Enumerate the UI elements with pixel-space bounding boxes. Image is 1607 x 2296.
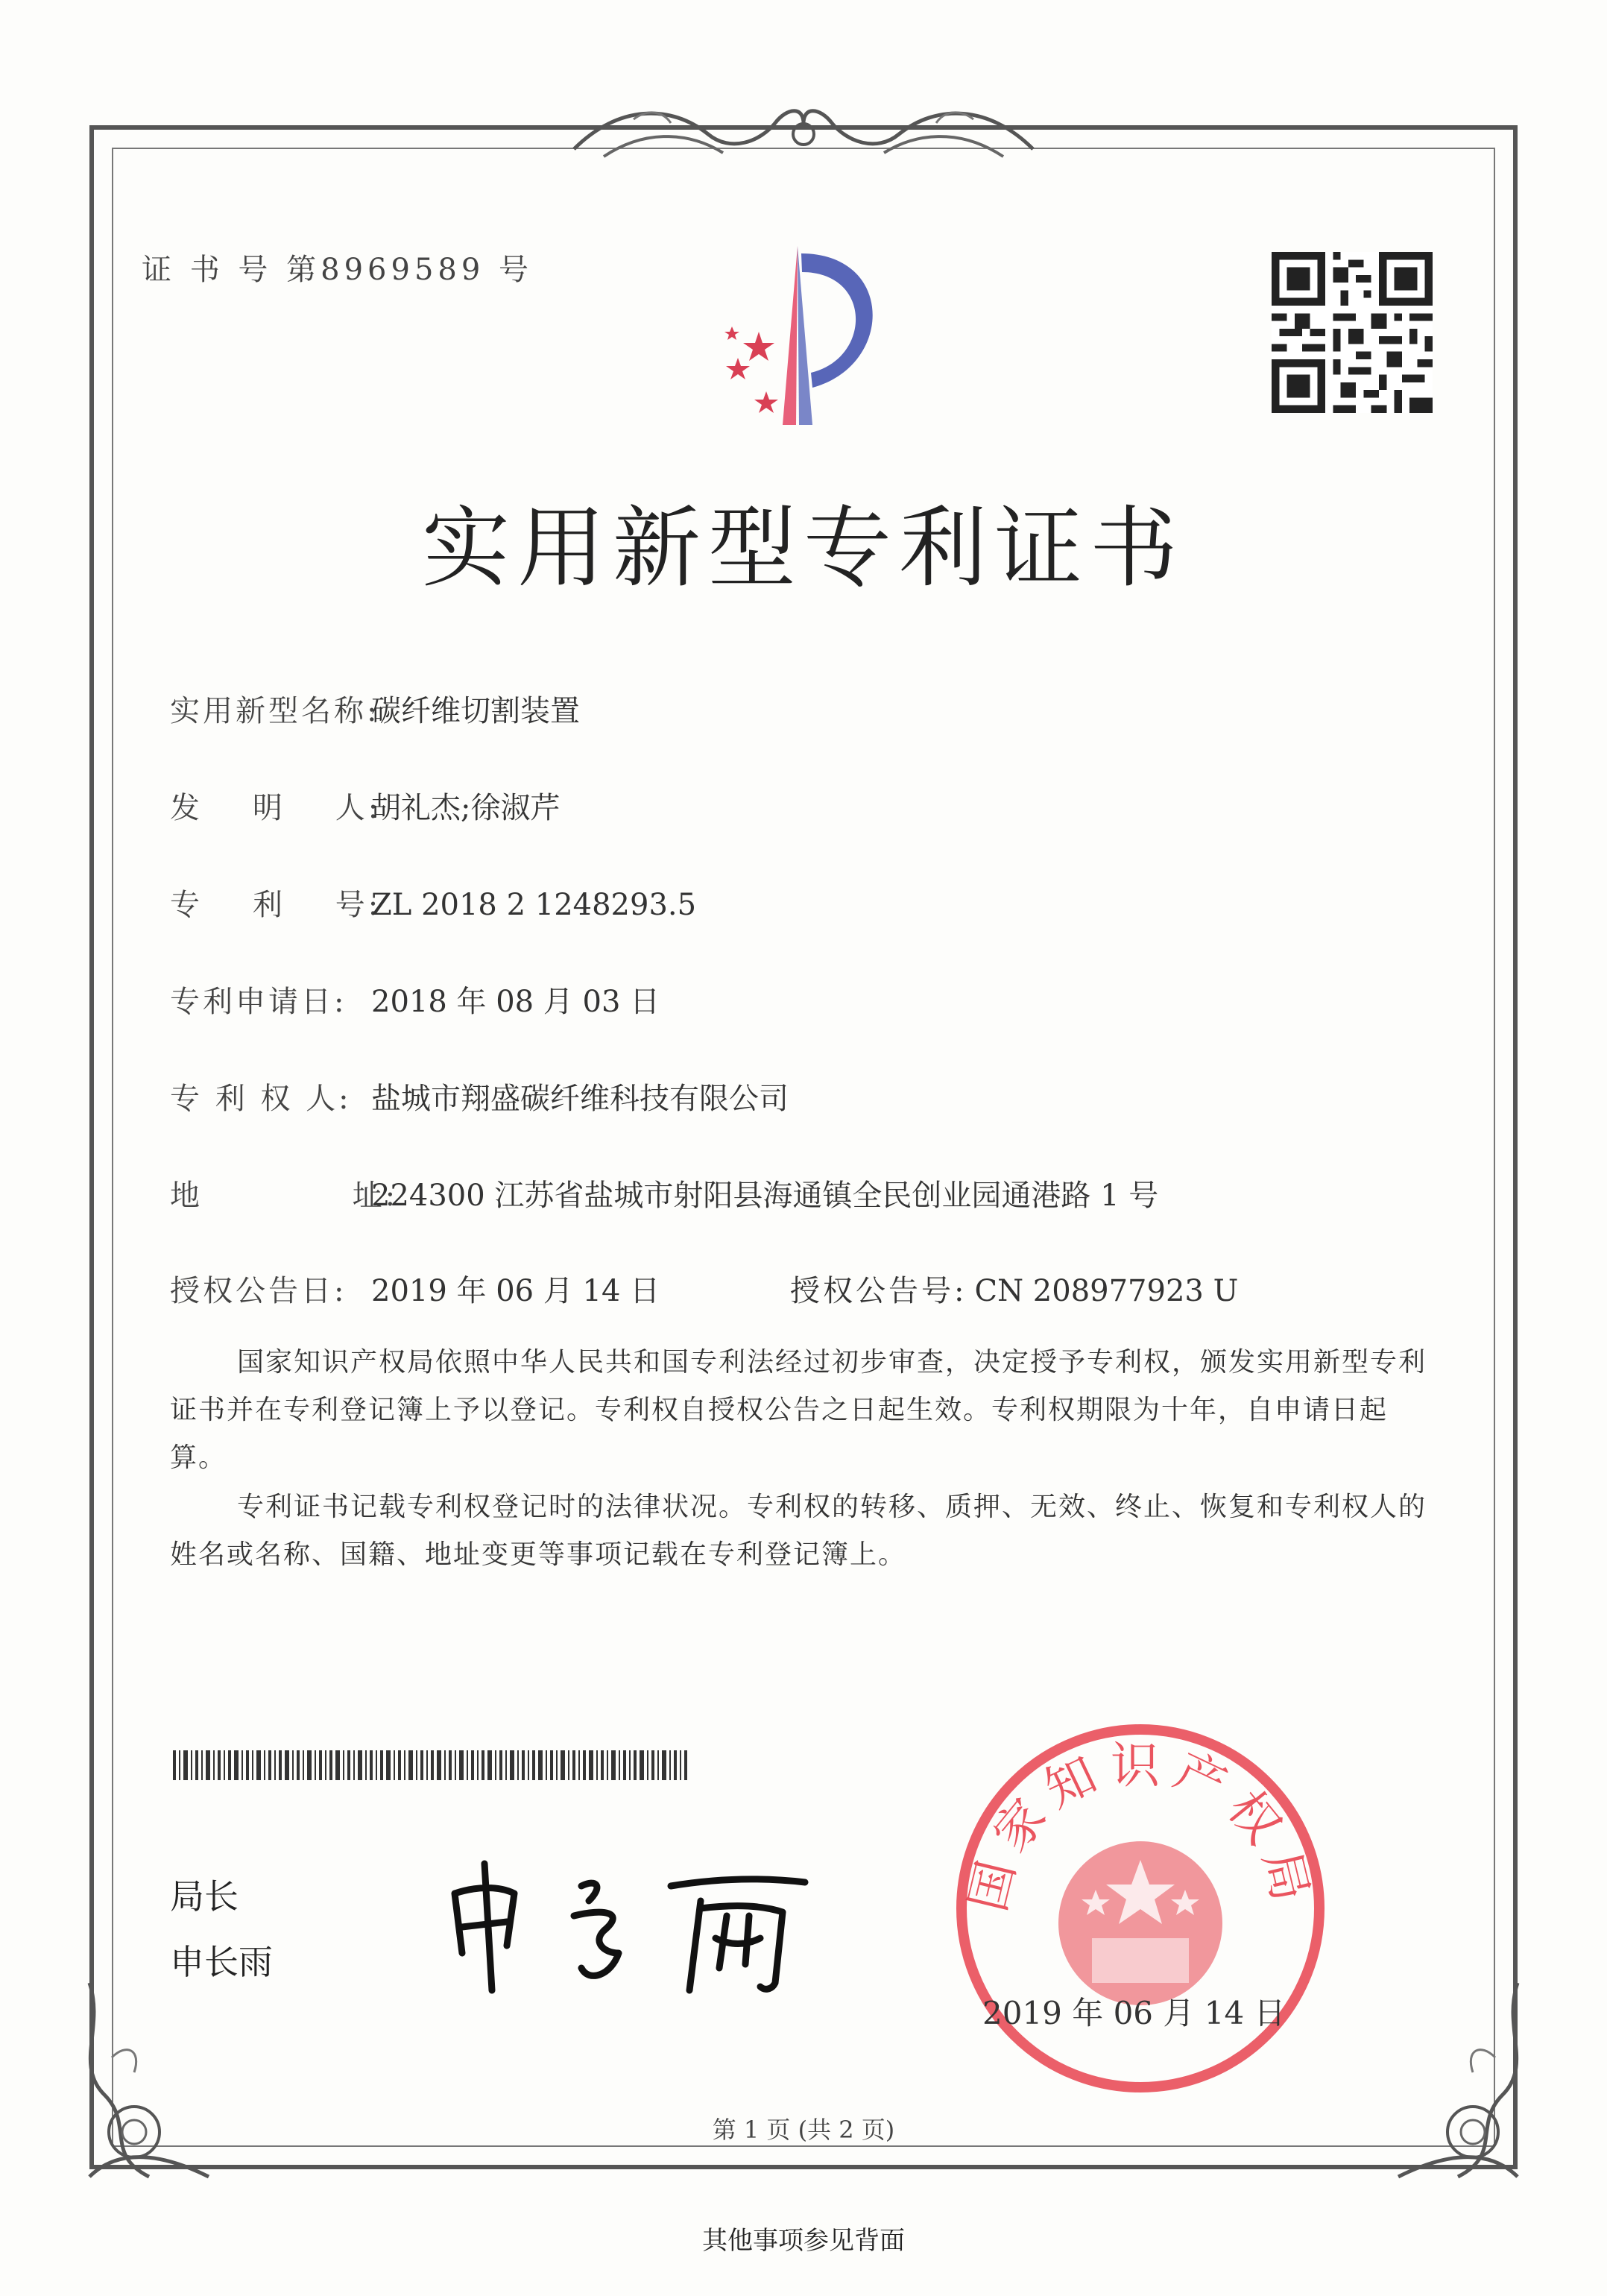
field-label: 专利申请日: bbox=[170, 985, 347, 1019]
bottom-right-ornament bbox=[1368, 1968, 1547, 2192]
seal-date: 2019 年 06 月 14 日 bbox=[982, 1995, 1286, 2031]
director-name: 申长雨 bbox=[170, 1942, 273, 1982]
field-value: 2019 年 06 月 14 日 bbox=[371, 1274, 660, 1308]
field-value: 224300 江苏省盐城市射阳县海通镇全民创业园通港路 1 号 bbox=[371, 1179, 1159, 1213]
field-value: 2018 年 08 月 03 日 bbox=[371, 985, 660, 1019]
field-patentee bbox=[170, 1075, 789, 1117]
field-value: 碳纤维切割装置 bbox=[371, 694, 580, 728]
field-grant-date bbox=[170, 1267, 660, 1310]
field-label: 发 明 人: bbox=[170, 791, 382, 825]
paragraph-legal-status: 专利证书记载专利权登记时的法律状况。专利权的转移、质押、无效、终止、恢复和专利权人的姓名或名称、国籍、地址变更等事项记载在专利登记簿上。 bbox=[170, 1492, 1427, 1570]
field-value: ZL 2018 2 1248293.5 bbox=[371, 888, 697, 922]
field-label: 地 址: bbox=[170, 1179, 399, 1213]
field-label: 专 利 号: bbox=[170, 888, 382, 922]
field-label: 专 利 权 人: bbox=[170, 1082, 352, 1116]
field-announcement-number bbox=[790, 1267, 1238, 1310]
field-utility-model-name bbox=[170, 687, 580, 730]
top-ornament bbox=[559, 89, 1048, 171]
field-label: 授权公告日: bbox=[170, 1274, 347, 1308]
director-signature bbox=[432, 1841, 820, 2005]
official-seal bbox=[947, 1715, 1334, 2102]
seal-text: 国家知识产权局 bbox=[959, 1736, 1322, 1917]
field-value: CN 208977923 U bbox=[974, 1274, 1239, 1308]
field-value: 胡礼杰;徐淑芹 bbox=[371, 791, 561, 825]
field-label: 授权公告号: bbox=[790, 1274, 967, 1308]
qr-code bbox=[1272, 252, 1433, 413]
certificate-number: 证 书 号 第8969589 号 bbox=[142, 253, 534, 287]
field-application-date bbox=[170, 978, 660, 1021]
field-label: 实用新型名称: bbox=[170, 694, 380, 728]
field-address bbox=[170, 1172, 1158, 1214]
footer-note: 其他事项参见背面 bbox=[702, 2226, 905, 2256]
field-value: 盐城市翔盛碳纤维科技有限公司 bbox=[371, 1082, 789, 1116]
cnipa-logo bbox=[671, 239, 924, 432]
certificate-title: 实用新型专利证书 bbox=[421, 496, 1185, 599]
barcode bbox=[173, 1750, 687, 1780]
director-title: 局长 bbox=[170, 1876, 239, 1917]
field-inventors bbox=[170, 784, 560, 827]
bottom-left-ornament bbox=[60, 1968, 239, 2192]
field-patent-number bbox=[170, 881, 696, 924]
page-number: 第 1 页 (共 2 页) bbox=[712, 2116, 895, 2144]
paragraph-grant-statement: 国家知识产权局依照中华人民共和国专利法经过初步审查，决定授予专利权，颁发实用新型专利证书并在专利登记簿上予以登记。专利权自授权公告之日起生效。专利权期限为十年，自申请日起算。 bbox=[170, 1347, 1427, 1473]
